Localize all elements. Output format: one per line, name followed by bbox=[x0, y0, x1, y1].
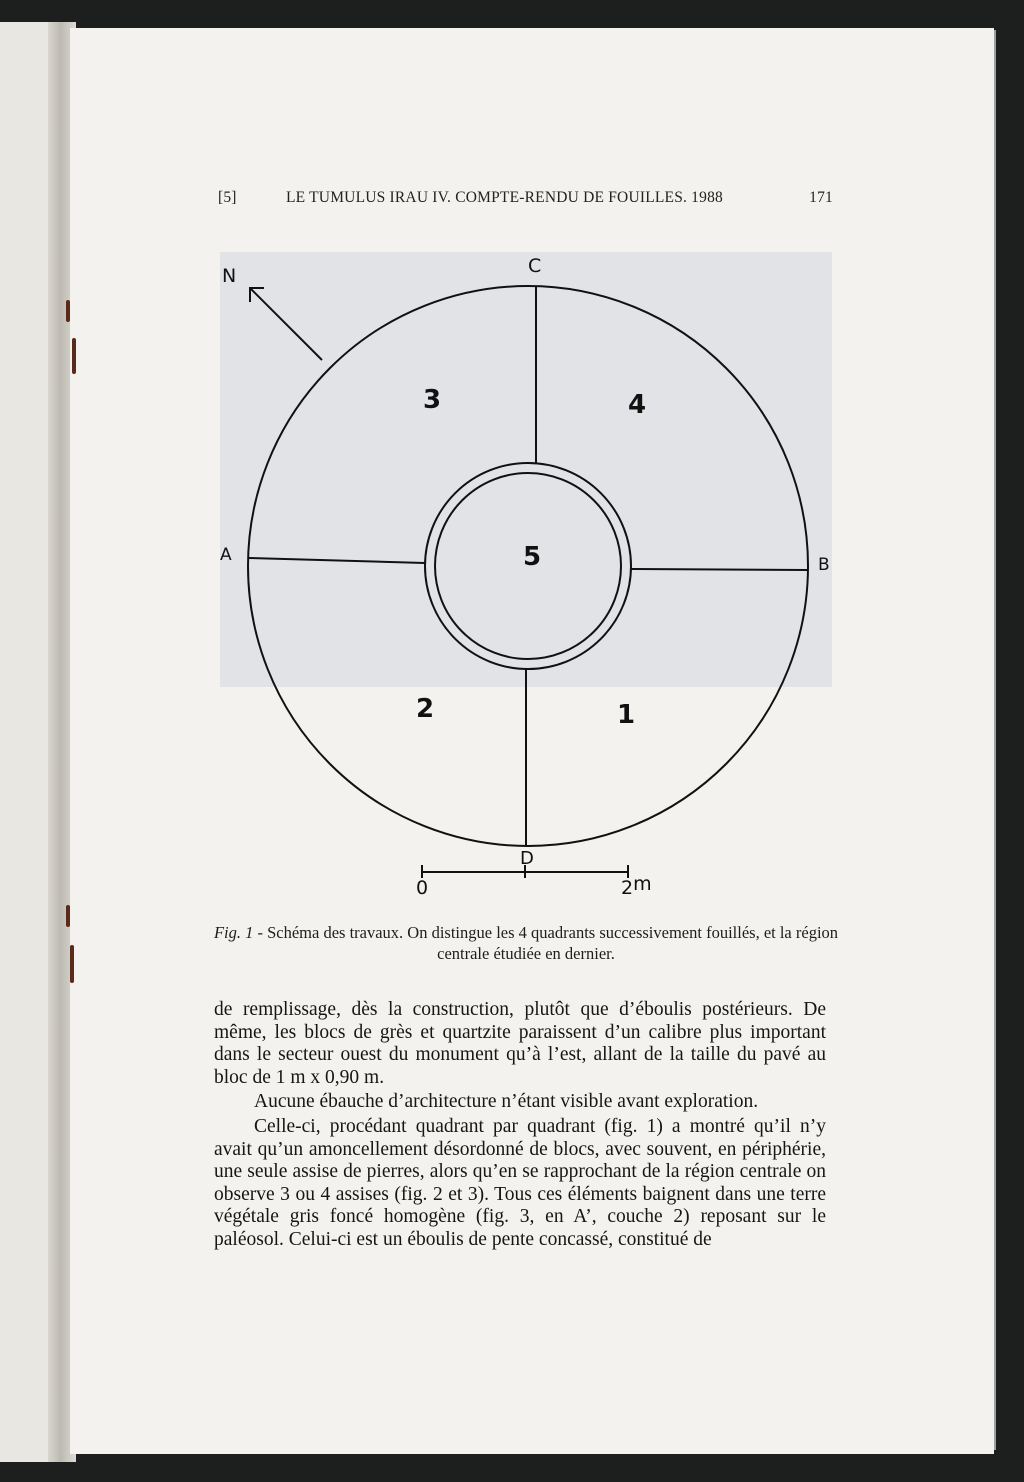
north-label: N bbox=[222, 265, 237, 287]
paragraph: Aucune ébauche d’architecture n’étant visible avant exploration. bbox=[254, 1091, 759, 1113]
point-c-label: C bbox=[528, 255, 542, 277]
section-number: [5] bbox=[218, 189, 237, 206]
quadrant-1-label: 1 bbox=[616, 700, 636, 730]
caption-label: Fig. 1 bbox=[213, 923, 254, 942]
paragraph: de remplissage, dès la construction, plutôt que d’éboulis postérieurs. De même, les blocs de grès et quartzite paraissent d’un calibre plus important dans le secteur ouest du monument qu’à l’est, allant de la taille du pavé au bloc de 1 m x 0,90 m. bbox=[214, 999, 826, 1088]
quadrant-2-label: 2 bbox=[415, 694, 435, 724]
point-b-label: B bbox=[818, 555, 830, 575]
running-header bbox=[218, 189, 833, 215]
binding-thread bbox=[70, 945, 74, 983]
body-text bbox=[214, 999, 826, 1252]
paragraph: Celle-ci, procédant quadrant par quadrant (fig. 1) a montré qu’il n’y avait qu’un amoncellement désordonné de blocs, avec souvent, en périphérie, une seule assise de pierres, alors qu’en se rapprochant de la région centrale on observe 3 ou 4 assises (fig. 2 et 3). Tous ces éléments baignent dans une terre végétale gris foncé homogène (fig. 3, en A’, couche 2) reposant sur le paléosol. Celui-ci est un éboulis de pente concassé, constitué de bbox=[214, 1115, 826, 1250]
bleed-through-photo bbox=[220, 252, 832, 687]
quadrant-3-label: 3 bbox=[422, 385, 442, 415]
scale-start-label: 0 bbox=[415, 877, 429, 899]
point-a-label: A bbox=[220, 545, 232, 565]
binding-thread bbox=[66, 905, 70, 927]
binding-thread bbox=[66, 300, 70, 322]
point-d-label: D bbox=[520, 848, 534, 869]
binding-thread bbox=[72, 338, 76, 374]
excavation-diagram bbox=[210, 240, 850, 910]
figure-caption bbox=[210, 922, 842, 964]
scale-end-label: 2m bbox=[621, 873, 652, 899]
divider-b bbox=[631, 569, 807, 570]
quadrant-5-label: 5 bbox=[522, 542, 542, 572]
quadrant-4-label: 4 bbox=[627, 390, 647, 420]
caption-text: - Schéma des travaux. On distingue les 4 quadrants successivement fouillés, et la région centrale étudiée en dernier. bbox=[253, 923, 839, 963]
page-number: 171 bbox=[809, 189, 833, 206]
running-title: LE TUMULUS IRAU IV. COMPTE-RENDU DE FOUILLES. 1988 bbox=[286, 189, 723, 206]
